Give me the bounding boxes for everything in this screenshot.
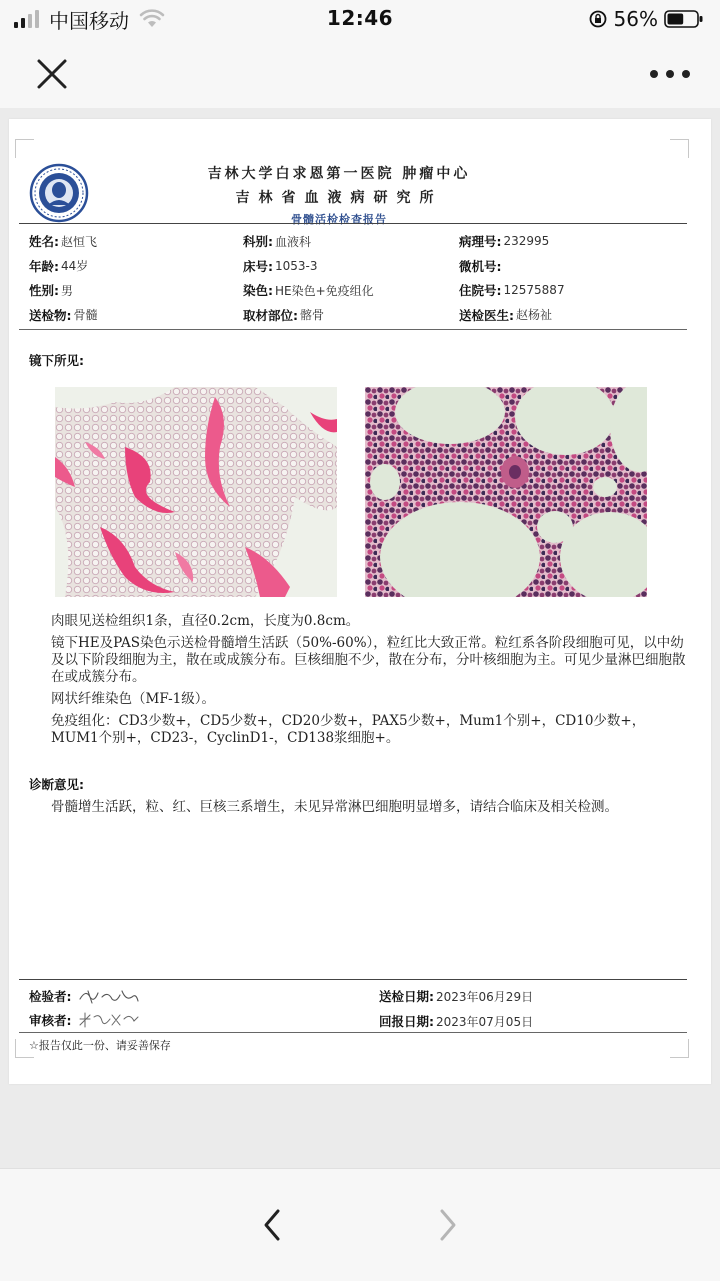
hospital-name: 吉林大学白求恩第一医院 肿瘤中心 (207, 166, 471, 182)
bed-no: 1053-3 (275, 258, 318, 273)
micro-no-label: 微机号: (459, 258, 502, 274)
sex-label: 性别: (29, 283, 59, 299)
name-label: 姓名: (29, 234, 59, 250)
submit-date-row (379, 987, 533, 1005)
reviewer-signature (76, 1009, 142, 1031)
patient-row (29, 278, 689, 303)
finding-reticulin: 网状纤维染色（MF-1级）。 (51, 691, 215, 707)
report-date-row (379, 1012, 533, 1030)
patient-row (29, 254, 689, 279)
divider (19, 329, 687, 330)
age-label: 年龄: (29, 258, 59, 274)
report-page (9, 119, 711, 1084)
patient-row (29, 229, 689, 254)
specimen-label: 送检物: (29, 307, 72, 323)
status-bar (0, 0, 720, 40)
crop-mark (670, 1039, 689, 1058)
stain-label: 染色: (243, 283, 273, 299)
patient-age: 44岁 (61, 259, 89, 274)
report-date-label: 回报日期: (379, 1014, 434, 1029)
patient-name: 赵恒飞 (61, 234, 98, 249)
institute-name: 吉林省血液病研究所 (235, 190, 443, 206)
microscopy-title: 镜下所见: (29, 353, 84, 368)
finding-he-pas: 镜下HE及PAS染色示送检骨髓增生活跃（50%-60%），粒红比大致正常。粒红系各阶段细胞可见，以中幼及以下阶段细胞为主，散在或成簇分布。巨核细胞不少，散在分布，分叶核细胞为主。可见少量淋巴细胞散在或成簇分布。 (51, 635, 686, 685)
finding-gross: 肉眼见送检组织1条，直径0.2cm，长度为0.8cm。 (51, 613, 360, 629)
battery-percent: 56% (613, 7, 658, 31)
dept-label: 科别: (243, 234, 273, 250)
bed-label: 床号: (243, 258, 273, 274)
patient-row (29, 303, 689, 328)
top-navigation (0, 40, 720, 108)
patient-info (29, 229, 689, 327)
hospital-logo-icon (29, 163, 89, 223)
bottom-toolbar (0, 1168, 720, 1281)
site-label: 取材部位: (243, 307, 298, 323)
pathology-no-label: 病理号: (459, 234, 502, 250)
microscopy-image-high (365, 387, 647, 597)
crop-mark (670, 139, 689, 158)
crop-mark (15, 139, 34, 158)
stain-method: HE染色+免疫组化 (275, 283, 374, 298)
close-icon[interactable] (34, 56, 70, 92)
chevron-left-icon[interactable] (258, 1207, 288, 1243)
department: 血液科 (275, 234, 312, 249)
diagnosis-text: 骨髓增生活跃，粒、红、巨核三系增生，未见异常淋巴细胞明显增多，请结合临床及相关检测。 (51, 799, 618, 815)
reviewer-row (29, 1009, 142, 1031)
report-title: 骨髓活检检查报告 (291, 213, 387, 226)
rotation-lock-icon (588, 9, 608, 29)
more-horizontal-icon[interactable] (650, 68, 690, 80)
submit-date-label: 送检日期: (379, 989, 434, 1004)
report-date: 2023年07月05日 (436, 1014, 534, 1029)
pathology-no: 232995 (503, 234, 550, 249)
doctor-label: 送检医生: (459, 307, 514, 323)
document-viewer[interactable] (0, 108, 720, 1168)
microscopy-image-low (55, 387, 337, 597)
chevron-right-icon[interactable] (432, 1207, 462, 1243)
report-header (189, 163, 489, 227)
specimen: 骨髓 (73, 308, 98, 323)
divider (19, 223, 687, 224)
status-time: 12:46 (326, 6, 394, 30)
inspector-signature (76, 985, 142, 1007)
microscopy-findings (51, 613, 691, 752)
inpatient-no: 12575887 (503, 283, 565, 298)
sampling-site: 髂骨 (300, 308, 325, 323)
referring-doctor: 赵杨祉 (516, 308, 553, 323)
report-note: ☆报告仅此一份、请妥善保存 (29, 1039, 171, 1052)
patient-sex: 男 (61, 283, 74, 298)
carrier-name: 中国移动 (49, 8, 129, 33)
diagnosis-title: 诊断意见: (29, 777, 84, 792)
status-right (588, 6, 704, 32)
submit-date: 2023年06月29日 (436, 989, 534, 1004)
divider (19, 1032, 687, 1033)
reviewer-label: 审核者: (29, 1013, 72, 1028)
battery-icon (664, 9, 704, 29)
finding-ihc: 免疫组化：CD3少数+，CD5少数+，CD20少数+，PAX5少数+，Mum1个别+，CD10少数+，MUM1个别+，CD23-，CyclinD1-，CD138浆细胞+。 (51, 713, 646, 746)
inspector-label: 检验者: (29, 989, 72, 1004)
divider (19, 979, 687, 980)
inspector-row (29, 985, 142, 1007)
inpatient-no-label: 住院号: (459, 283, 502, 299)
